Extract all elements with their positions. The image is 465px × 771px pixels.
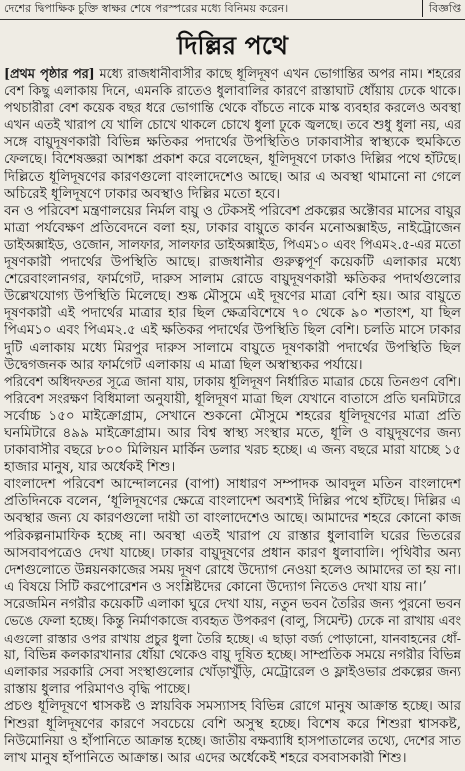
text-line: বাংলাদেশ পরিবেশ আন্দোলনের (বাপা) সাধারণ সম্পাদক আবদুল মতিন বাংলাদেশ xyxy=(4,476,461,493)
text-line: এগুলো রাস্তার ওপর রাখায় প্রচুর ধুলা তৈরি হচ্ছে। এ ছাড়া বর্জ্য পোড়ানো, যানবাহনের ধোঁ- xyxy=(4,631,461,647)
text-line: এখন এতই খারাপ যে খালি চোখে থাকলে চোখে ধুলা ঢুকে জ্বলছে। তবে শুধু ধুলা নয়, এর xyxy=(4,118,461,134)
text-line: এ বিষয়ে সিটি করপোরেশন ও সংশ্লিষ্টদের কোনো উদ্যোগ নিতেও দেখা যায় না।’ xyxy=(4,578,427,595)
text-line: সঙ্গে বায়ুদূষণকারী বিভিন্ন ক্ষতিকর পদার্থের উপস্থিতিও ঢাকাবাসীর স্বাস্থ্যকে হুমকিতে xyxy=(4,134,461,151)
text-line: য়া, বিভিন্ন কলকারখানার ধোঁয়া থেকেও বায়ু দূষিত হচ্ছে। সাম্প্রতিক সময়ে নগরীর বিভিন্ন xyxy=(4,648,461,664)
text-line: এলাকার সরকারি সেবা সংস্থাগুলোর খোঁড়াখুঁড়ি, মেট্রোরেল ও ফ্লাইওভার প্রকল্পের জন্য xyxy=(4,665,461,681)
text-line: শিশুরা ধূলিদূষণের কারণে সবচেয়ে বেশি অসুস্থ হচ্ছে। বিশেষ করে শিশুরা শ্বাসকষ্ট, xyxy=(4,715,461,732)
text-line: ভেঙে ফেলা হচ্ছে। কিন্তু নির্মাণকাজে ব্যবহৃত উপকরণ (বালু, সিমেন্ট) ঢেকে না রাখায় এবং xyxy=(4,614,461,629)
text-line: দুটি এলাকায় মধ্যে মিরপুর দারুস সালামে বায়ুতে দূষণকারী পদার্থের উপস্থিতি ছিল xyxy=(4,339,461,356)
text-line: সরেজমিন নগরীর কয়েকটি এলাকা ঘুরে দেখা যায়, নতুন ভবন তৈরির জন্য পুরনো ভবন xyxy=(4,596,461,612)
paragraph xyxy=(4,698,461,766)
text-line: আসবাবপত্রেও দেখা যাচ্ছে। ঢাকার বায়ুদূষণের প্রধান কারণ ধুলাবালি। পৃথিবীর অন্য xyxy=(4,544,461,561)
divider-rule xyxy=(0,19,465,20)
paragraph xyxy=(4,476,461,596)
text-line: লাখ মানুষ হাঁপানিতে আক্রান্ত। আর এদের অর্ধেকেই শহরে বসবাসকারী শিশু। xyxy=(4,749,407,766)
text-line: পরিবেশ সংরক্ষণ বিধিমালা অনুযায়ী, ধূলিদূষণ মাত্রা ছিল যেখানে বাতাসে প্রতি ঘনমিটারে xyxy=(4,391,461,407)
paragraph xyxy=(4,374,461,477)
text-line: পরিকল্পনামাফিক হচ্ছে না। অবস্থা এতই খারাপ যে রাস্তার ধুলাবালি ঘরের ভিতরের xyxy=(4,527,461,544)
paragraph xyxy=(4,596,461,699)
paragraph xyxy=(4,66,461,203)
text-line: ঢাকাবাসীর বছরে ৮০০ মিলিয়ন মার্কিন ডলার খরচ হচ্ছে। এ জন্য বছরে মারা যাচ্ছে ১৫ xyxy=(4,443,461,459)
text-line: অবস্থার জন্য যে কারণগুলো দায়ী তা বাংলাদেশেও আছে। আমাদের শহরে কোনো কাজ xyxy=(4,511,461,527)
text-line: বেশ কিছু এলাকায় দিনে, এমনকি রাতেও ধুলাবালির কারণে রাস্তাঘাট ধোঁয়ায় ঢেকে থাকে। xyxy=(4,84,461,100)
text-line: ঘনমিটারে ৪৯৯ মাইক্রোগ্রাম। আর বিশ্ব স্বাস্থ্য সংস্থার মতে, ধূলি ও বায়ুদূষণের জন্য xyxy=(4,424,461,441)
text-line: বন ও পরিবেশ মন্ত্রণালয়ের নির্মল বায়ু ও টেকসই পরিবেশ প্রকল্পের অক্টোবর মাসের বায়ুর xyxy=(4,203,461,219)
text-line: পিএম১০ এবং পিএম২.৫ এই ক্ষতিকর পদার্থের উপস্থিতি ছিল বেশি। চলতি মাসে ঢাকার xyxy=(4,323,461,339)
text-line: দূষণকারী পদার্থের উপস্থিতি আছে। রাজধানীর গুরুত্বপূর্ণ কয়েকটি এলাকার মধ্যে xyxy=(4,254,461,271)
previous-article-caption-strip xyxy=(4,0,461,17)
text-line: উদ্বেগজনক আর ফার্মগেট এলাকায় এ মাত্রা ছিল অস্বাস্থ্যকর পর্যায়ে। xyxy=(4,356,363,373)
text-line: রাস্তায় ধুলার পরিমাণও বৃদ্ধি পাচ্ছে। xyxy=(4,681,191,698)
text-line: সর্বোচ্চ ১৫০ মাইক্রোগ্রাম, সেখানে শুকনো মৌসুমে শহরের ধূলিদূষণের মাত্রা প্রতি xyxy=(4,407,461,424)
continued-from-label: [প্রথম পৃষ্ঠার পর] xyxy=(4,67,95,82)
text-line: হাজার মানুষ, যার অর্ধেকই শিশু। xyxy=(4,459,176,476)
text-line: মাত্রা পর্যবেক্ষণ প্রতিবেদনে বলা হয়, ঢাকার বায়ুতে কার্বন মনোঅক্সাইড, নাইট্রোজেন xyxy=(4,219,461,236)
text-line: অচিরেই ধূলিদূষণে ঢাকার অবস্থাও দিল্লির মতো হবে। xyxy=(4,185,281,202)
article-body xyxy=(4,66,461,767)
text-line xyxy=(4,66,461,83)
paragraph xyxy=(4,203,461,374)
text-line: প্রচণ্ড ধূলিদূষণে শ্বাসকষ্ট ও স্নায়বিক সমস্যাসহ বিভিন্ন রোগে মানুষ আক্রান্ত হচ্ছে। আর xyxy=(4,698,461,715)
text-line: দূষণকারী এই পদার্থের মাত্রার হার ছিল ক্ষেত্রবিশেষে ৭০ থেকে ৯০ শতাংশ, যা ছিল xyxy=(4,305,461,322)
text-line: পরিবেশ অধিদফতর সূত্রে জানা যায়, ঢাকায় ধূলিদূষণ নির্ধারিত মাত্রার চেয়ে তিনগুণ বেশি। xyxy=(4,374,461,390)
text-line: ডাইঅক্সাইড, ওজোন, সালফার, সালফার ডাইঅক্সাইড, পিএম১০ এবং পিএম২.৫-এর মতো xyxy=(4,237,461,253)
text-line: ফেলছে। বিশেষজ্ঞরা আশঙ্কা প্রকাশ করে বলেছেন, ধূলিদূষণে ঢাকাও দিল্লির পথে হাঁটছে। xyxy=(4,152,461,168)
text-line: নিউমোনিয়া ও হাঁপানিতে আক্রান্ত হচ্ছে। জাতীয় বক্ষব্যাধি হাসপাতালের তথ্যে, দেশের সাত xyxy=(4,733,461,749)
text-line: দেশগুলোতে উন্নয়নকাজের সময় দূষণ রোধে উদ্যোগ নেওয়া হলেও আমাদের তা হয় না। xyxy=(4,562,461,578)
text-line: উল্লেখযোগ্য উপস্থিতি মিলেছে। শুষ্ক মৌসুমে এই দূষণের মাত্রা বেশি হয়। আর বায়ুতে xyxy=(4,288,461,305)
text-line: প্রতিদিনকে বলেন, ‘ধূলিদূষণের ক্ষেত্রে বাংলাদেশ অবশ্যই দিল্লির পথে হাঁটছে। দিল্লির এ xyxy=(4,493,461,510)
article-headline: দিল্লির পথে xyxy=(177,31,288,60)
text-line: পথচারীরা বেশ কয়েক বছর ধরে ভোগান্তি থেকে বাঁচতে নাকে মাস্ক ব্যবহার করলেও অবস্থা xyxy=(4,101,461,117)
text-line: দিল্লিতে ধূলিদূষণের কারণগুলো বাংলাদেশেও আছে। আর এ অবস্থা থামানো না গেলে xyxy=(4,168,461,185)
photo-credit: বিজ্ঞপ্তি xyxy=(422,0,461,17)
photo-caption: দেশের দ্বিপাক্ষিক চুক্তি স্বাক্ষর শেষে পরস্পরের মধ্যে বিনিময় করেন। xyxy=(4,2,289,15)
text-line: শেরেবাংলানগর, ফার্মগেট, দারুস সালাম রোডে বায়ুদূষণকারী ক্ষতিকর পদার্থগুলোর xyxy=(4,271,461,288)
text-line-content: মধ্যে রাজধানীবাসীর কাছে ধূলিদূষণ এখন ভোগান্তির অপর নাম। শহরের xyxy=(99,67,461,82)
